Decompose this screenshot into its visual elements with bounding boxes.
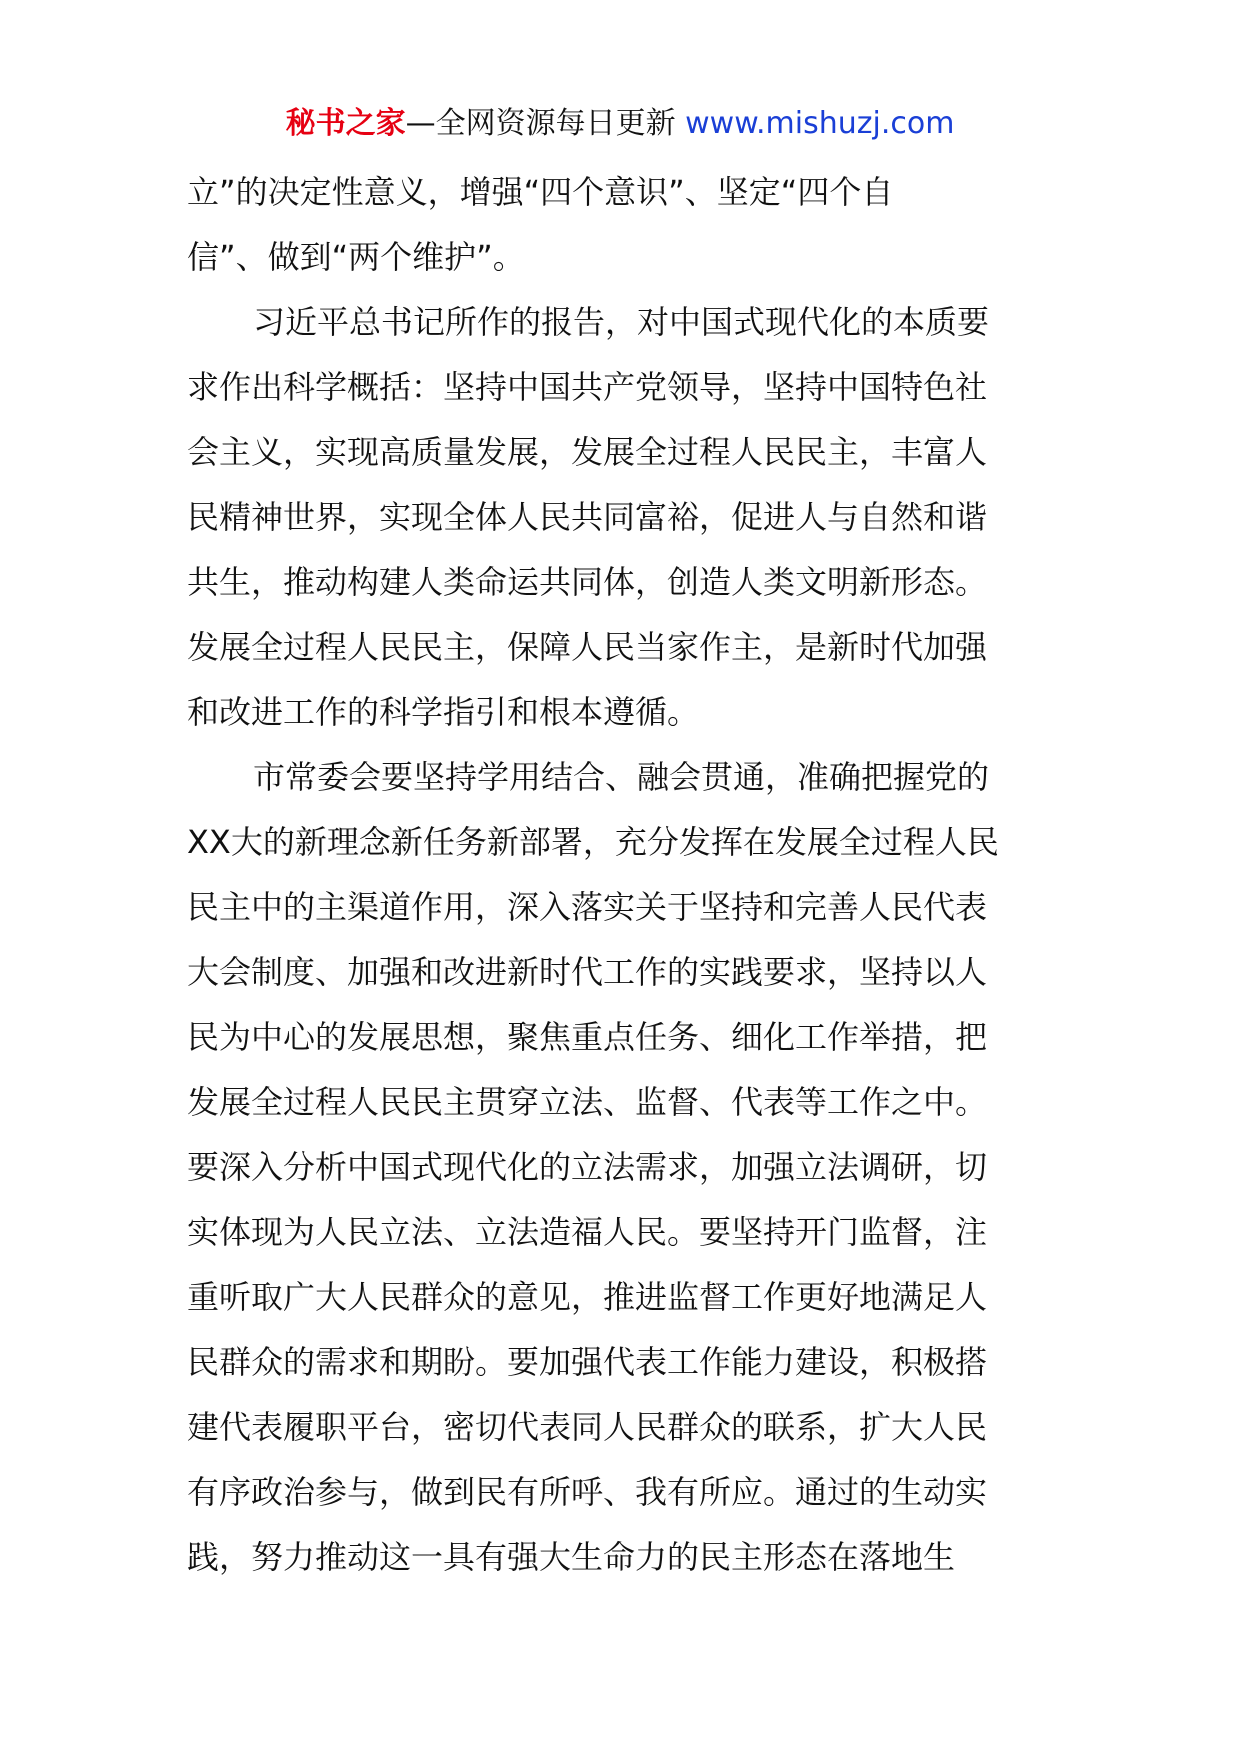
text-line: 有序政治参与，做到民有所呼、我有所应。通过的生动实	[187, 1473, 988, 1511]
site-tagline: —全网资源每日更新	[405, 106, 686, 141]
text-line: 信”、做到“两个维护”。	[187, 238, 525, 276]
text-line: 立”的决定性意义，增强“四个意识”、坚定“四个自	[187, 173, 894, 211]
text-line: 民群众的需求和期盼。要加强代表工作能力建设，积极搭	[187, 1343, 988, 1381]
text-line: 会主义，实现高质量发展，发展全过程人民民主，丰富人	[187, 433, 988, 471]
text-line: XX大的新理念新任务新部署，充分发挥在发展全过程人民	[187, 823, 999, 861]
site-url-link[interactable]: www.mishuzj.com	[685, 106, 955, 141]
text-line: 民主中的主渠道作用，深入落实关于坚持和完善人民代表	[187, 888, 988, 926]
text-line: 实体现为人民立法、立法造福人民。要坚持开门监督，注	[187, 1213, 988, 1251]
text-line: 发展全过程人民民主贯穿立法、监督、代表等工作之中。	[187, 1083, 988, 1121]
site-header	[0, 104, 1240, 144]
text-line: 建代表履职平台，密切代表同人民群众的联系，扩大人民	[187, 1408, 988, 1446]
text-line: 要深入分析中国式现代化的立法需求，加强立法调研，切	[187, 1148, 988, 1186]
site-brand: 秘书之家	[285, 106, 406, 141]
text-line: 共生，推动构建人类命运共同体，创造人类文明新形态。	[187, 563, 988, 601]
paragraph-first-line: 习近平总书记所作的报告，对中国式现代化的本质要	[253, 303, 990, 341]
paragraph-first-line: 市常委会要坚持学用结合、融会贯通，准确把握党的	[253, 758, 990, 796]
text-line: 重听取广大人民群众的意见，推进监督工作更好地满足人	[187, 1278, 988, 1316]
text-line: 和改进工作的科学指引和根本遵循。	[187, 693, 700, 731]
text-line: 民为中心的发展思想，聚焦重点任务、细化工作举措，把	[187, 1018, 988, 1056]
text-line: 民精神世界，实现全体人民共同富裕，促进人与自然和谐	[187, 498, 988, 536]
document-body	[187, 160, 1055, 1590]
text-line: 发展全过程人民民主，保障人民当家作主，是新时代加强	[187, 628, 988, 666]
text-line: 大会制度、加强和改进新时代工作的实践要求，坚持以人	[187, 953, 988, 991]
text-line: 求作出科学概括：坚持中国共产党领导，坚持中国特色社	[187, 368, 988, 406]
text-line: 践，努力推动这一具有强大生命力的民主形态在落地生	[187, 1538, 956, 1576]
